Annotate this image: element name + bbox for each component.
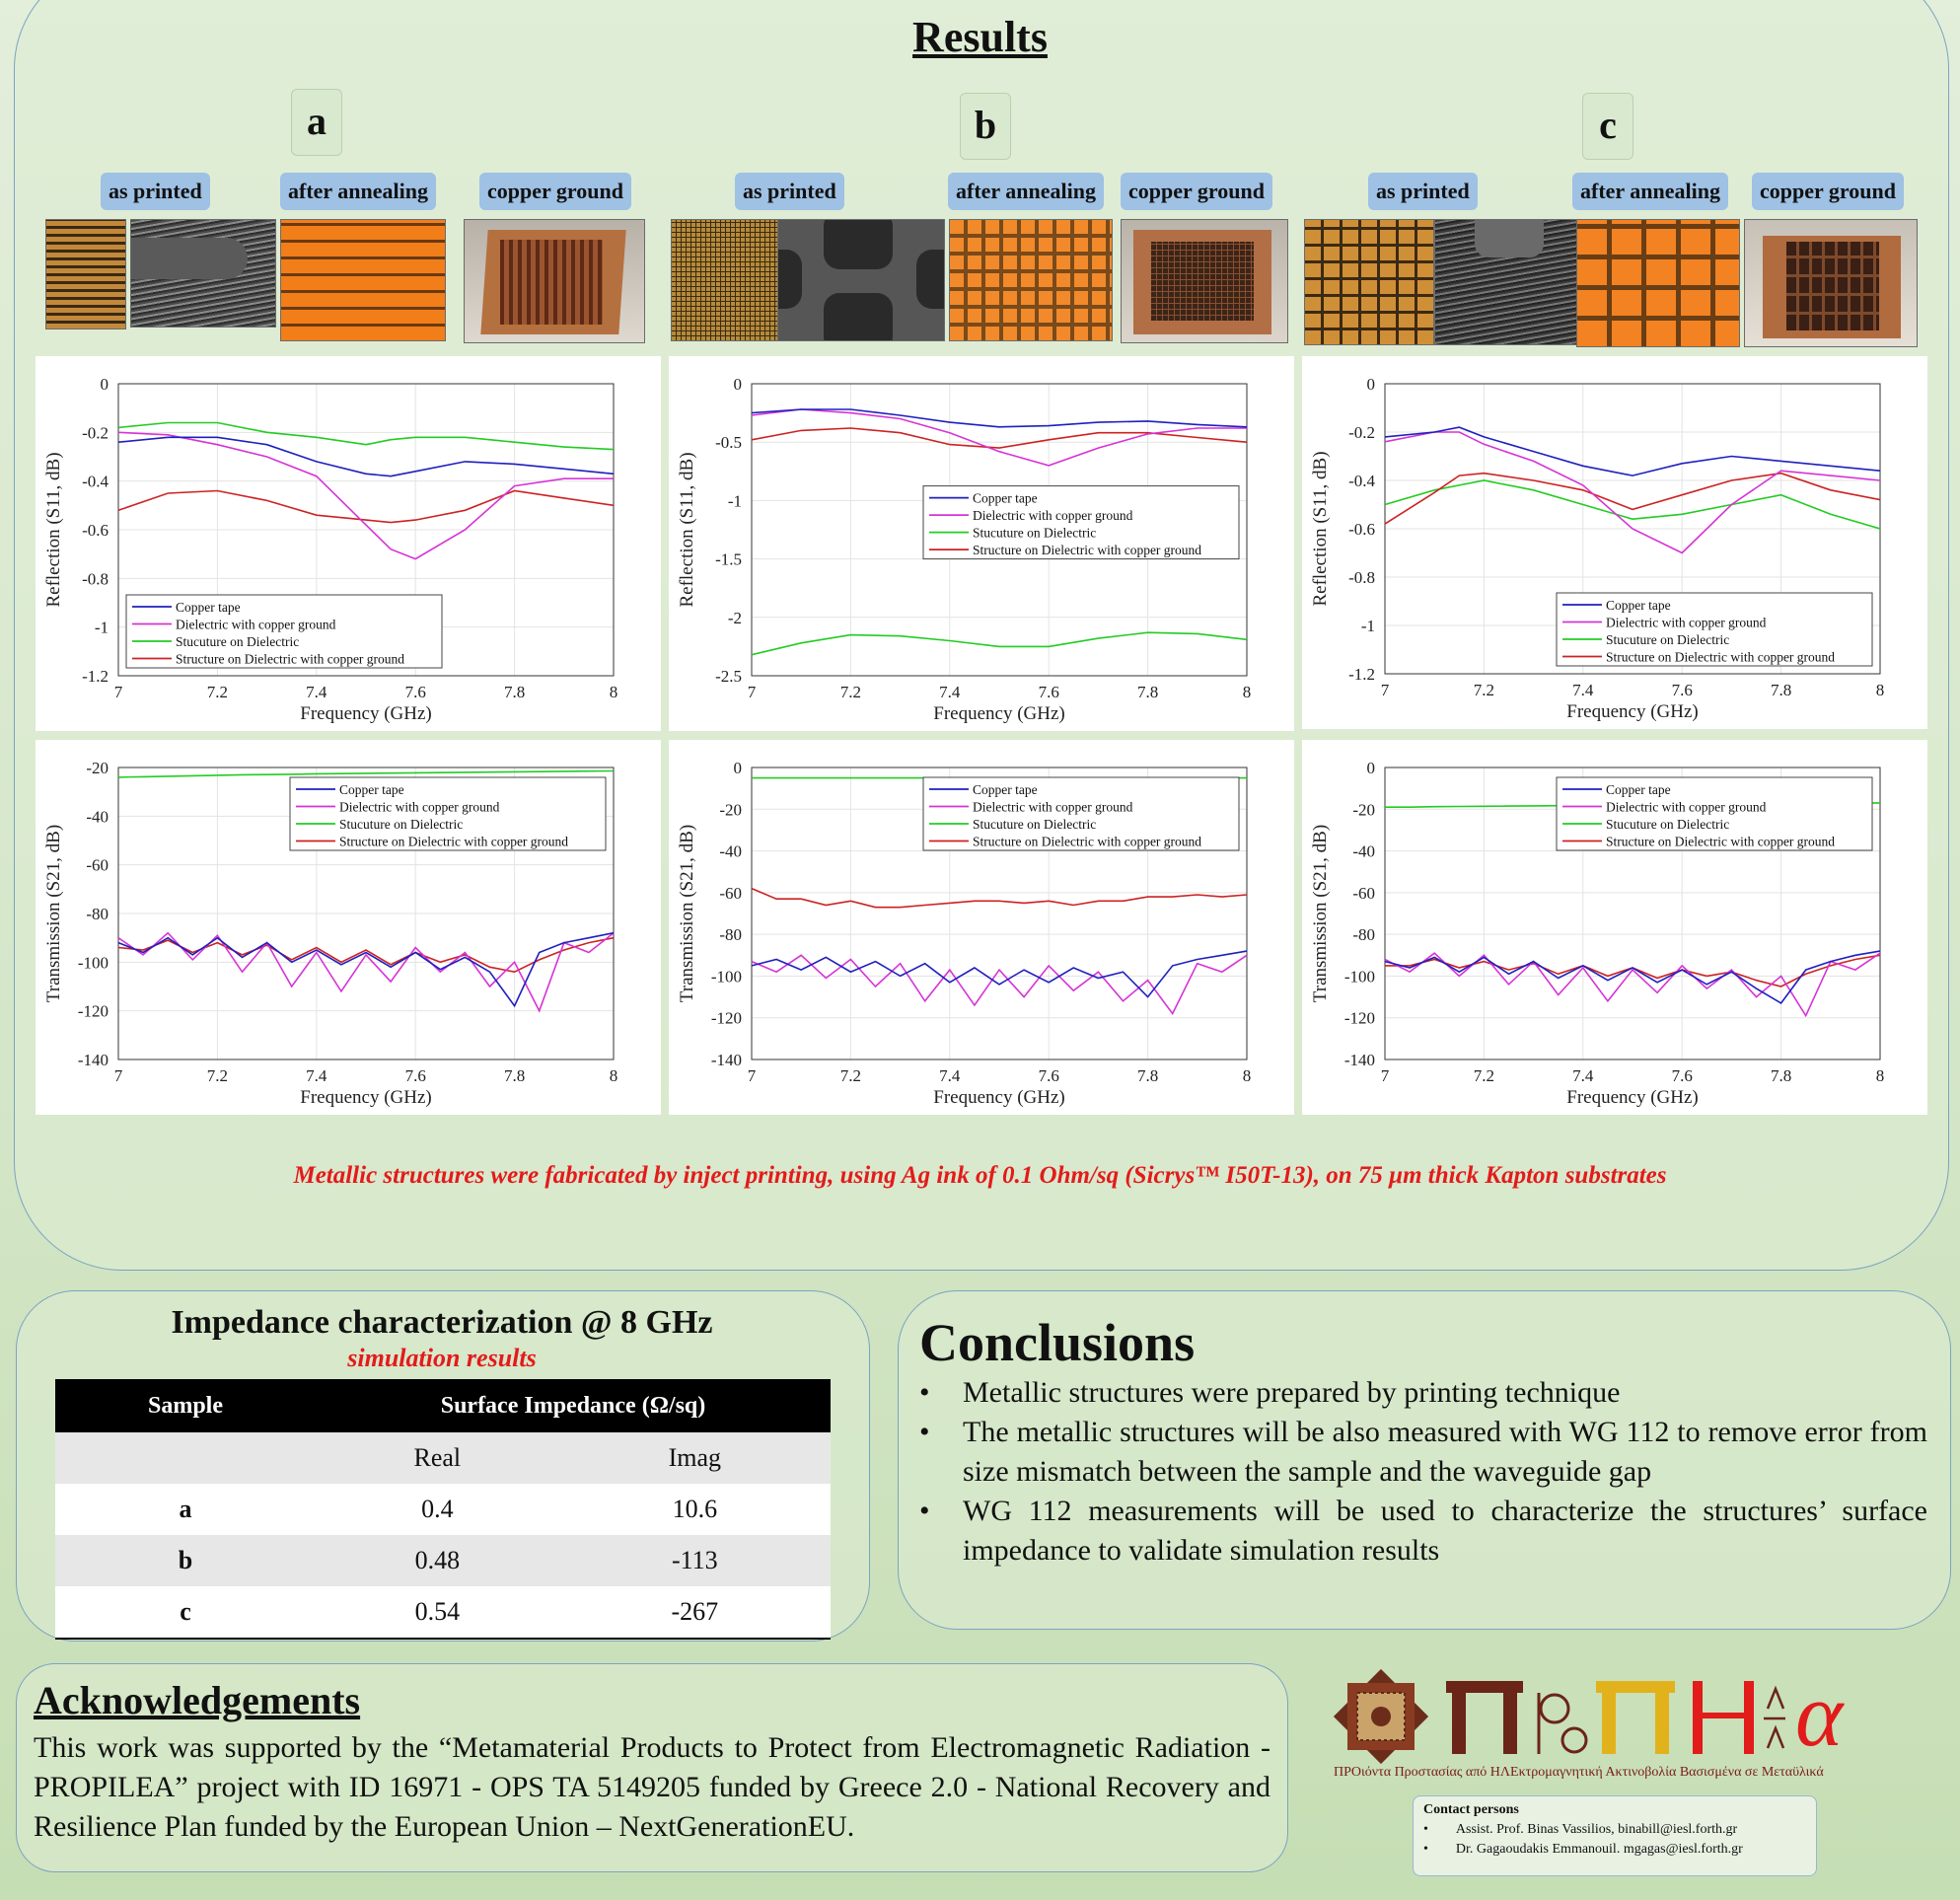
y-axis-label: Reflection (S11, dB) xyxy=(1310,451,1331,607)
chart-a-reflection xyxy=(36,356,661,731)
photo-c-copper-ground xyxy=(1744,219,1918,347)
acknowledgements-text: This work was supported by the “Metamaterial Products to Protect from Electromagnetic Radiation - PROPILEA” project with ID 16971 - OPS TA 5149205 funded by Greece 2.0 - National Recovery and Resilience Plan funded by the European Union – NextGenerationEU. xyxy=(34,1731,1270,1843)
tag-copper-ground-a: copper ground xyxy=(479,173,631,210)
series-line xyxy=(752,409,1247,466)
y-axis-label: Transmission (S21, dB) xyxy=(43,824,64,1003)
y-tick-label: -40 xyxy=(1352,841,1375,861)
series-line xyxy=(118,933,614,1011)
y-axis-label: Reflection (S11, dB) xyxy=(43,452,64,608)
x-tick-label: 7.2 xyxy=(839,1066,862,1085)
x-tick-label: 7.4 xyxy=(939,683,961,701)
series-line xyxy=(118,491,614,523)
chart-b-reflection xyxy=(669,356,1294,731)
tag-copper-ground-b: copper ground xyxy=(1121,173,1272,210)
series-line xyxy=(118,771,614,777)
col-surface-impedance: Surface Impedance (Ω/sq) xyxy=(316,1379,831,1432)
y-tick-label: -0.4 xyxy=(1348,472,1375,490)
y-tick-label: -0.2 xyxy=(1348,423,1375,442)
chart-legend xyxy=(1557,593,1872,666)
x-tick-label: 7.8 xyxy=(503,683,526,701)
chart-c-reflection xyxy=(1302,356,1927,729)
y-tick-label: -0.8 xyxy=(82,569,109,589)
chart-legend xyxy=(1557,777,1872,850)
row-imag: -267 xyxy=(559,1586,831,1639)
x-axis-label: Frequency (GHz) xyxy=(300,703,432,724)
series-line xyxy=(752,409,1247,427)
y-tick-label: -100 xyxy=(77,953,109,973)
series-line xyxy=(752,951,1247,997)
y-tick-label: -0.8 xyxy=(1348,568,1375,587)
legend-entry: Stucuture on Dielectric xyxy=(973,525,1097,541)
y-tick-label: -0.4 xyxy=(82,472,109,491)
y-tick-label: 0 xyxy=(733,759,742,777)
photo-c-annealed xyxy=(1576,219,1740,347)
legend-entry: Dielectric with copper ground xyxy=(1606,799,1767,815)
row-imag: 10.6 xyxy=(559,1484,831,1535)
series-line xyxy=(118,437,614,475)
y-tick-label: -140 xyxy=(1343,1051,1375,1069)
x-tick-label: 8 xyxy=(1242,1066,1252,1085)
y-tick-label: -20 xyxy=(86,759,109,777)
y-tick-label: 0 xyxy=(1366,375,1375,394)
photo-b-printed-micro xyxy=(777,219,945,341)
fabrication-note: Metallic structures were fabricated by inject printing, using Ag ink of 0.1 Ohm/sq (Sicrys™ I50T-13), on 75 μm thick Kapton substrates xyxy=(293,1162,1667,1189)
y-tick-label: -80 xyxy=(719,925,742,945)
chart-c-transmission xyxy=(1302,740,1927,1115)
sample-label-b: b xyxy=(960,93,1011,160)
x-tick-label: 7 xyxy=(113,683,123,701)
y-tick-label: -40 xyxy=(719,841,742,861)
series-line xyxy=(752,889,1247,908)
legend-entry: Dielectric with copper ground xyxy=(176,617,336,632)
x-tick-label: 7.6 xyxy=(1038,1066,1059,1085)
chart-a-transmission xyxy=(36,740,661,1115)
y-tick-label: -80 xyxy=(1352,925,1375,945)
chart-legend xyxy=(923,777,1239,850)
y-tick-label: -140 xyxy=(77,1051,109,1069)
x-tick-label: 7.6 xyxy=(1038,683,1059,701)
x-tick-label: 8 xyxy=(609,1066,618,1085)
y-tick-label: -0.2 xyxy=(82,423,109,443)
contact-person-text: Dr. Gagaoudakis Emmanouil. mgagas@iesl.forth.gr xyxy=(1455,1842,1743,1857)
x-tick-label: 7.4 xyxy=(1572,1066,1594,1085)
chart-legend xyxy=(126,595,442,668)
x-tick-label: 7.8 xyxy=(1770,681,1792,699)
legend-entry: Copper tape xyxy=(973,490,1038,506)
tag-as-printed-b: as printed xyxy=(735,173,844,210)
logo-alpha: α xyxy=(1795,1664,1844,1765)
tag-after-annealing-a: after annealing xyxy=(280,173,436,210)
x-tick-label: 7.6 xyxy=(404,1066,426,1085)
list-item: • The metallic structures will be also measured with WG 112 to remove error from size mismatch between the sample and the waveguide gap xyxy=(917,1413,1927,1492)
chart-b-transmission xyxy=(669,740,1294,1115)
legend-entry: Copper tape xyxy=(1606,782,1671,797)
contact-person-text: Assist. Prof. Binas Vassilios, binabill@iesl.forth.gr xyxy=(1455,1822,1738,1837)
photo-c-printed-micro xyxy=(1434,219,1582,345)
y-tick-label: 0 xyxy=(733,375,742,394)
contact-person: • Dr. Gagaoudakis Emmanouil. mgagas@iesl.forth.gr xyxy=(1423,1842,1743,1857)
series-line xyxy=(1385,432,1880,553)
x-tick-label: 7 xyxy=(747,1066,757,1085)
conclusions-title: Conclusions xyxy=(919,1313,1196,1372)
legend-entry: Stucuture on Dielectric xyxy=(339,817,464,832)
sample-label-a: a xyxy=(291,89,342,156)
contact-person: • Assist. Prof. Binas Vassilios, binabill@iesl.forth.gr xyxy=(1423,1822,1738,1837)
photo-a-printed-macro xyxy=(45,219,126,329)
tag-after-annealing-c: after annealing xyxy=(1572,173,1728,210)
y-tick-label: -60 xyxy=(86,855,109,875)
x-tick-label: 7.4 xyxy=(1572,681,1594,699)
legend-entry: Stucuture on Dielectric xyxy=(973,817,1097,832)
y-tick-label: -20 xyxy=(719,800,742,820)
legend-entry: Stucuture on Dielectric xyxy=(1606,632,1730,647)
x-tick-label: 7.2 xyxy=(206,1066,229,1085)
impedance-table xyxy=(55,1379,831,1640)
y-tick-label: -40 xyxy=(86,807,109,827)
col-sample: Sample xyxy=(55,1379,316,1432)
tag-copper-ground-c: copper ground xyxy=(1752,173,1904,210)
y-tick-label: -100 xyxy=(710,967,742,987)
row-sample: b xyxy=(55,1535,316,1586)
row-sample: c xyxy=(55,1586,316,1639)
x-tick-label: 7.2 xyxy=(1473,1066,1495,1085)
tag-as-printed-c: as printed xyxy=(1368,173,1478,210)
photo-b-printed-macro xyxy=(671,219,779,341)
y-tick-label: -2 xyxy=(727,608,742,627)
row-real: 0.48 xyxy=(316,1535,559,1586)
x-axis-label: Frequency (GHz) xyxy=(1566,701,1699,722)
row-sample: a xyxy=(55,1484,316,1535)
x-tick-label: 7.6 xyxy=(1671,1066,1693,1085)
x-tick-label: 7.4 xyxy=(306,683,327,701)
y-tick-label: -20 xyxy=(1352,800,1375,820)
x-axis-label: Frequency (GHz) xyxy=(300,1087,432,1108)
acknowledgements-title: Acknowledgements xyxy=(34,1678,361,1722)
y-tick-label: -120 xyxy=(77,1001,109,1021)
impedance-subtitle: simulation results xyxy=(347,1344,537,1372)
x-axis-label: Frequency (GHz) xyxy=(1566,1087,1699,1108)
series-line xyxy=(752,632,1247,655)
y-tick-label: -140 xyxy=(710,1051,742,1069)
series-line xyxy=(118,423,614,450)
y-tick-label: -0.6 xyxy=(1348,520,1375,539)
list-item: • Metallic structures were prepared by printing technique xyxy=(917,1373,1927,1413)
table-row xyxy=(55,1535,831,1586)
col-imag: Imag xyxy=(559,1432,831,1484)
col-real: Real xyxy=(316,1432,559,1484)
x-tick-label: 7.2 xyxy=(839,683,862,701)
ornament-icon xyxy=(1334,1669,1428,1764)
legend-entry: Structure on Dielectric with copper ground xyxy=(1606,649,1836,665)
y-tick-label: -1.5 xyxy=(715,549,742,569)
x-tick-label: 7 xyxy=(1380,681,1390,699)
y-tick-label: -60 xyxy=(1352,883,1375,903)
logo-subtitle: ΠΡΟιόντα Προστασίας από ΗΛΕκτρομαγνητική Ακτινοβολία Βασισμένα σε Μεταϋλικά xyxy=(1334,1765,1824,1780)
y-tick-label: -1 xyxy=(727,491,742,511)
x-tick-label: 7.2 xyxy=(206,683,229,701)
row-real: 0.4 xyxy=(316,1484,559,1535)
x-tick-label: 8 xyxy=(1242,683,1252,701)
legend-entry: Copper tape xyxy=(176,600,241,615)
table-row xyxy=(55,1484,831,1535)
x-tick-label: 7.2 xyxy=(1473,681,1495,699)
y-tick-label: -0.5 xyxy=(715,433,742,453)
x-axis-label: Frequency (GHz) xyxy=(933,703,1065,724)
row-real: 0.54 xyxy=(316,1586,559,1639)
y-tick-label: -100 xyxy=(1343,967,1375,987)
x-tick-label: 7 xyxy=(747,683,757,701)
y-axis-label: Transmission (S21, dB) xyxy=(1310,824,1331,1003)
subheader-empty xyxy=(55,1432,316,1484)
legend-entry: Dielectric with copper ground xyxy=(973,799,1133,815)
x-tick-label: 7 xyxy=(1380,1066,1390,1085)
x-tick-label: 7 xyxy=(113,1066,123,1085)
legend-entry: Copper tape xyxy=(1606,598,1671,613)
photo-a-copper-ground xyxy=(464,219,645,343)
tag-after-annealing-b: after annealing xyxy=(948,173,1104,210)
table-row xyxy=(55,1586,831,1639)
x-tick-label: 7.6 xyxy=(404,683,426,701)
chart-legend xyxy=(923,486,1239,559)
x-tick-label: 7.8 xyxy=(1136,683,1159,701)
y-tick-label: -60 xyxy=(719,883,742,903)
y-tick-label: -0.6 xyxy=(82,521,109,540)
legend-entry: Structure on Dielectric with copper ground xyxy=(973,543,1202,558)
series-line xyxy=(1385,951,1880,1003)
photo-b-copper-ground xyxy=(1121,219,1288,343)
x-tick-label: 7.4 xyxy=(939,1066,961,1085)
x-tick-label: 8 xyxy=(609,683,618,701)
y-tick-label: 0 xyxy=(1366,759,1375,777)
contact-box xyxy=(1413,1795,1817,1876)
y-tick-label: -1.2 xyxy=(82,667,109,686)
list-item: • WG 112 measurements will be used to characterize the structures’ surface impedance to validate simulation results xyxy=(917,1492,1927,1571)
y-tick-label: -120 xyxy=(1343,1008,1375,1028)
x-tick-label: 8 xyxy=(1875,681,1885,699)
y-tick-label: -1 xyxy=(1360,617,1375,635)
legend-entry: Structure on Dielectric with copper ground xyxy=(973,834,1202,849)
legend-entry: Copper tape xyxy=(339,782,404,797)
legend-entry: Copper tape xyxy=(973,782,1038,797)
legend-entry: Dielectric with copper ground xyxy=(339,799,500,815)
legend-entry: Structure on Dielectric with copper ground xyxy=(176,651,405,667)
x-tick-label: 7.4 xyxy=(306,1066,327,1085)
legend-entry: Dielectric with copper ground xyxy=(973,508,1133,524)
photo-b-annealed xyxy=(949,219,1113,341)
y-tick-label: 0 xyxy=(100,375,109,394)
chart-legend xyxy=(290,777,606,850)
conclusions-list xyxy=(917,1373,1927,1571)
row-imag: -113 xyxy=(559,1535,831,1586)
series-line xyxy=(118,432,614,558)
legend-entry: Stucuture on Dielectric xyxy=(176,634,300,649)
series-line xyxy=(1385,480,1880,529)
photo-c-printed-macro xyxy=(1304,219,1434,345)
y-axis-label: Reflection (S11, dB) xyxy=(677,452,697,608)
y-axis-label: Transmission (S21, dB) xyxy=(677,824,697,1003)
x-tick-label: 7.8 xyxy=(1136,1066,1159,1085)
contact-title: Contact persons xyxy=(1423,1802,1519,1817)
x-axis-label: Frequency (GHz) xyxy=(933,1087,1065,1108)
sample-label-c: c xyxy=(1582,93,1633,160)
y-tick-label: -120 xyxy=(710,1008,742,1028)
tag-as-printed-a: as printed xyxy=(101,173,210,210)
series-line xyxy=(1385,953,1880,1015)
photo-a-printed-micro xyxy=(130,219,276,328)
y-tick-label: -80 xyxy=(86,905,109,923)
x-tick-label: 7.8 xyxy=(1770,1066,1792,1085)
legend-entry: Dielectric with copper ground xyxy=(1606,615,1767,630)
series-line xyxy=(1385,427,1880,475)
series-line xyxy=(118,933,614,1006)
photo-a-annealed xyxy=(280,219,446,341)
y-tick-label: -1 xyxy=(94,618,109,637)
legend-entry: Structure on Dielectric with copper ground xyxy=(339,834,569,849)
results-title: Results xyxy=(912,13,1048,61)
y-tick-label: -2.5 xyxy=(715,667,742,686)
y-tick-label: -1.2 xyxy=(1348,665,1375,684)
x-tick-label: 7.6 xyxy=(1671,681,1693,699)
x-tick-label: 8 xyxy=(1875,1066,1885,1085)
legend-entry: Structure on Dielectric with copper ground xyxy=(1606,834,1836,849)
x-tick-label: 7.8 xyxy=(503,1066,526,1085)
impedance-title: Impedance characterization @ 8 GHz xyxy=(171,1304,713,1341)
legend-entry: Stucuture on Dielectric xyxy=(1606,817,1730,832)
